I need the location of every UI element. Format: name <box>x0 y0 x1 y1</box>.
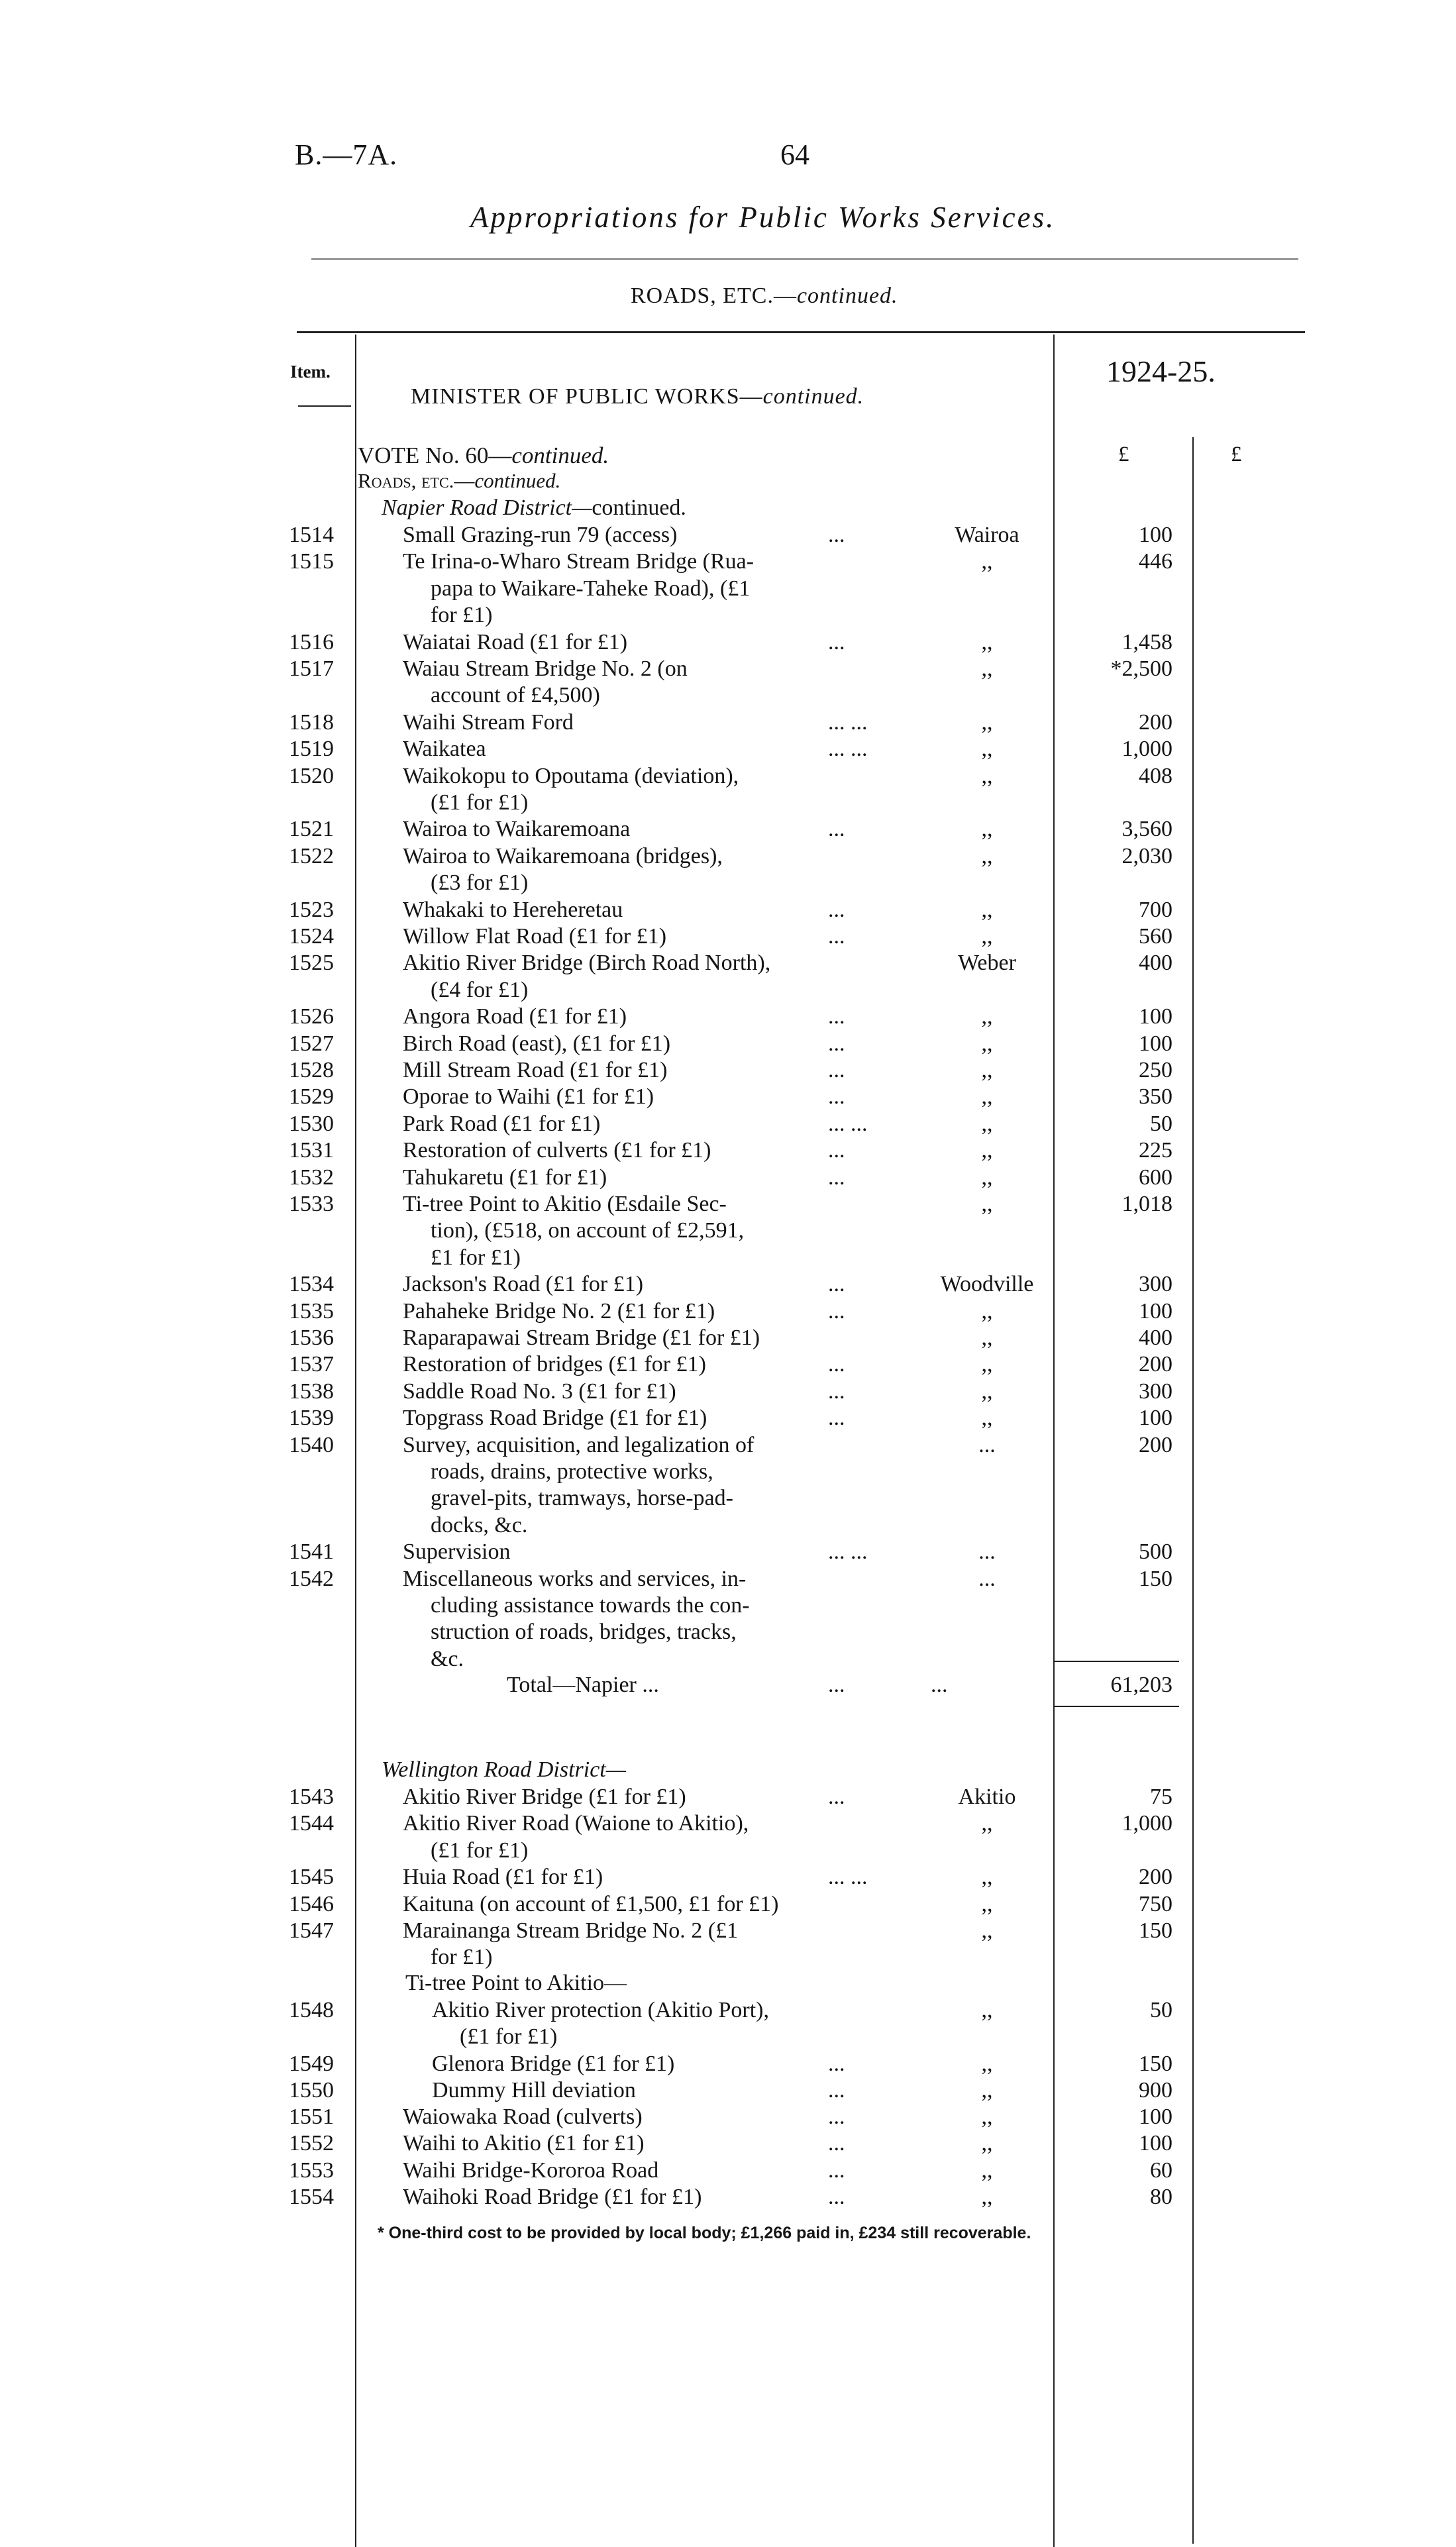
district-location: ,, <box>981 2105 993 2129</box>
item-description: Ti-tree Point to Akitio (Esdaile Sec- <box>403 1192 727 1216</box>
item-description-continued: (£1 for £1) <box>460 2024 558 2050</box>
item-description-continued: (£4 for £1) <box>431 977 529 1002</box>
napier-district-continued: continued. <box>592 495 686 520</box>
item-description: Supervision <box>403 1539 511 1565</box>
item-description: Angora Road (£1 for £1) <box>403 1004 627 1029</box>
amount: 500 <box>1139 1539 1172 1565</box>
item-number: 1525 <box>289 951 334 976</box>
document-reference: B.—7A. <box>295 138 398 171</box>
item-number: 1530 <box>289 1111 334 1136</box>
item-header-rule <box>298 405 351 407</box>
amount: 750 <box>1139 1891 1172 1916</box>
item-description: Waikokopu to Opoutama (deviation), <box>403 763 739 788</box>
amount: 200 <box>1139 1432 1172 1457</box>
item-description: Park Road (£1 for £1) <box>403 1111 601 1136</box>
leader-dots: ... <box>828 924 845 949</box>
district-location: ,, <box>981 2131 993 2156</box>
leader-dots: ... <box>828 2105 845 2129</box>
amount: 408 <box>1139 763 1172 788</box>
table-row <box>0 709 1456 736</box>
amount: 700 <box>1139 897 1172 922</box>
table-row <box>0 1918 1456 1970</box>
item-number: 1519 <box>289 737 334 762</box>
table-row <box>0 1997 1456 2050</box>
table-row <box>0 897 1456 923</box>
item-description-continued: struction of roads, bridges, tracks, <box>431 1620 737 1645</box>
leader-dots: ... <box>828 1165 845 1190</box>
district-location: ... <box>978 1432 996 1457</box>
leader-dots: ... <box>828 817 845 842</box>
amount: 50 <box>1150 1998 1172 2022</box>
ministry-heading-main: MINISTER OF PUBLIC WORKS— <box>411 384 763 409</box>
item-number: 1524 <box>289 924 334 949</box>
item-description-continued: for £1) <box>431 603 493 628</box>
district-location: ,, <box>981 1004 993 1029</box>
amount: 100 <box>1139 1298 1172 1324</box>
table-row <box>0 1298 1456 1325</box>
page-title: Appropriations for Public Works Services. <box>470 201 1056 234</box>
district-location: ,, <box>981 2051 993 2076</box>
district-location: ,, <box>981 1918 993 1943</box>
item-number: 1515 <box>289 549 334 574</box>
item-number: 1548 <box>289 1998 334 2022</box>
roads-heading-continued: continued. <box>474 469 561 492</box>
item-description: Kaituna (on account of £1,500, £1 for £1) <box>403 1891 779 1916</box>
vote-heading <box>358 442 609 469</box>
amount: 100 <box>1139 1004 1172 1029</box>
district-location: ... <box>978 1539 996 1565</box>
item-number: 1535 <box>289 1298 334 1324</box>
amount: 225 <box>1139 1138 1172 1163</box>
amount: 200 <box>1139 709 1172 735</box>
item-number: 1520 <box>289 763 334 788</box>
district-location: ,, <box>981 2157 993 2183</box>
district-location: ,, <box>981 549 993 574</box>
district-location: Weber <box>958 951 1016 976</box>
napier-total-label: Total—Napier ... <box>507 1673 659 1697</box>
item-description: Waiowaka Road (culverts) <box>403 2105 643 2129</box>
table-row <box>0 548 1456 628</box>
pound-sign-column-1: £ <box>1118 442 1129 466</box>
table-row <box>0 1378 1456 1405</box>
item-description: Waiau Stream Bridge No. 2 (on <box>403 656 688 681</box>
item-number: 1543 <box>289 1785 334 1809</box>
item-number: 1514 <box>289 523 334 547</box>
item-description: Akitio River protection (Akitio Port), <box>432 1998 769 2022</box>
item-number: 1521 <box>289 817 334 842</box>
item-description-continued: (£3 for £1) <box>431 870 529 896</box>
roads-heading <box>358 469 560 493</box>
leader-dots: ... ... <box>828 1539 868 1565</box>
district-location: ,, <box>981 2185 993 2210</box>
table-row <box>0 1539 1456 1565</box>
item-description: Oporae to Waihi (£1 for £1) <box>403 1084 654 1110</box>
item-number: 1517 <box>289 656 334 681</box>
district-location: ,, <box>981 1891 993 1916</box>
leader-dots: ... <box>828 2185 845 2210</box>
table-row <box>0 1432 1456 1537</box>
amount: 400 <box>1139 1325 1172 1350</box>
item-number: 1550 <box>289 2078 334 2103</box>
amount: 50 <box>1150 1111 1172 1136</box>
item-description: Survey, acquisition, and legalization of <box>403 1432 754 1457</box>
leader-dots: ... <box>828 897 845 922</box>
napier-district-name: Napier Road District— <box>382 495 592 520</box>
district-location: ,, <box>981 1378 993 1404</box>
district-location: ,, <box>981 1811 993 1836</box>
amount: 150 <box>1139 2051 1172 2076</box>
item-number: 1546 <box>289 1891 334 1916</box>
amount: 200 <box>1139 1865 1172 1890</box>
amount: 100 <box>1139 1406 1172 1431</box>
item-description: Waikatea <box>403 737 486 762</box>
district-location: ,, <box>981 897 993 922</box>
district-location: ,, <box>981 2078 993 2103</box>
leader-dots: ... ... <box>828 709 868 735</box>
amount: 300 <box>1139 1378 1172 1404</box>
item-description-continued: gravel-pits, tramways, horse-pad- <box>431 1486 733 1511</box>
item-description-continued: (£1 for £1) <box>431 790 529 815</box>
district-location: ,, <box>981 817 993 842</box>
table-row <box>0 1057 1456 1084</box>
item-description: Pahaheke Bridge No. 2 (£1 for £1) <box>403 1298 715 1324</box>
district-location: ,, <box>981 1165 993 1190</box>
item-description-continued: cluding assistance towards the con- <box>431 1592 750 1618</box>
table-row <box>0 816 1456 843</box>
item-description: Willow Flat Road (£1 for £1) <box>403 924 667 949</box>
leader-dots: ... ... <box>828 1865 868 1890</box>
amount: 60 <box>1150 2157 1172 2183</box>
leader-dots: ... <box>828 1378 845 1404</box>
table-row <box>0 1405 1456 1431</box>
district-location: ,, <box>981 1325 993 1350</box>
item-description: Waihoki Road Bridge (£1 for £1) <box>403 2185 702 2210</box>
district-location: ,, <box>981 1058 993 1082</box>
ministry-heading-continued: continued. <box>762 384 864 409</box>
leader-dots: ... <box>828 1058 845 1082</box>
amount: 2,030 <box>1121 843 1172 868</box>
item-number: 1538 <box>289 1378 334 1404</box>
leader-dots: ... <box>828 629 845 654</box>
amount: 560 <box>1139 924 1172 949</box>
item-description: Restoration of culverts (£1 for £1) <box>403 1138 711 1163</box>
table-row <box>0 2184 1456 2210</box>
item-number: 1553 <box>289 2157 334 2183</box>
table-row <box>0 522 1456 548</box>
leader-dots: ... ... <box>828 737 868 762</box>
table-row <box>0 923 1456 950</box>
item-description: Huia Road (£1 for £1) <box>403 1865 603 1890</box>
leader-dots: ... <box>828 1298 845 1324</box>
table-row <box>0 1864 1456 1891</box>
amount: 150 <box>1139 1918 1172 1943</box>
item-description-continued: papa to Waikare-Taheke Road), (£1 <box>431 576 751 601</box>
item-description: Te Irina-o-Wharo Stream Bridge (Rua- <box>403 549 754 574</box>
item-description-continued: £1 for £1) <box>431 1245 521 1270</box>
amount: 1,000 <box>1121 737 1172 762</box>
item-description: Jackson's Road (£1 for £1) <box>403 1272 644 1297</box>
amount: 200 <box>1139 1352 1172 1377</box>
amount: 400 <box>1139 951 1172 976</box>
amount: 100 <box>1139 2105 1172 2129</box>
table-row <box>0 763 1456 815</box>
item-description: Birch Road (east), (£1 for £1) <box>403 1031 671 1056</box>
district-location: Wairoa <box>955 523 1019 547</box>
total-bottom-rule <box>1053 1706 1179 1707</box>
amount: 100 <box>1139 2131 1172 2156</box>
table-row <box>0 2130 1456 2157</box>
leader-dots: ... <box>828 1272 845 1297</box>
napier-district-heading <box>382 495 686 521</box>
item-number: 1551 <box>289 2105 334 2129</box>
item-number: 1532 <box>289 1165 334 1190</box>
district-location: ,, <box>981 1998 993 2022</box>
section-heading <box>631 284 898 309</box>
item-description: Marainanga Stream Bridge No. 2 (£1 <box>403 1918 739 1943</box>
item-number: 1539 <box>289 1406 334 1431</box>
district-location: ,, <box>981 1865 993 1890</box>
item-number: 1528 <box>289 1058 334 1082</box>
leader-dots: ... ... <box>828 1111 868 1136</box>
item-number: 1549 <box>289 2051 334 2076</box>
item-description: Tahukaretu (£1 for £1) <box>403 1165 607 1190</box>
ministry-heading <box>411 384 864 409</box>
item-number: 1527 <box>289 1031 334 1056</box>
district-location: ,, <box>981 1138 993 1163</box>
leader-dots: ... <box>828 2051 845 2076</box>
table-row <box>0 1111 1456 1137</box>
amount: 250 <box>1139 1058 1172 1082</box>
item-description: Restoration of bridges (£1 for £1) <box>403 1352 706 1377</box>
district-location: ,, <box>981 709 993 735</box>
item-description-continued: account of £4,500) <box>431 683 600 708</box>
table-row <box>0 1784 1456 1810</box>
table-row <box>0 2077 1456 2104</box>
item-number: 1522 <box>289 843 334 868</box>
district-location: ,, <box>981 1084 993 1110</box>
table-row <box>0 1165 1456 1191</box>
district-location: ,, <box>981 629 993 654</box>
item-description: Akitio River Road (Waione to Akitio), <box>403 1811 749 1836</box>
table-row <box>0 1084 1456 1110</box>
item-description-continued: roads, drains, protective works, <box>431 1459 713 1484</box>
table-top-rule <box>297 331 1305 333</box>
item-description-continued: docks, &c. <box>431 1512 528 1537</box>
item-description-continued: for £1) <box>431 1945 493 1970</box>
amount: 3,560 <box>1121 817 1172 842</box>
leader-dots: ... <box>828 2078 845 2103</box>
amount: 150 <box>1139 1566 1172 1591</box>
item-description: Waiatai Road (£1 for £1) <box>403 629 628 654</box>
napier-total-location: ... <box>931 1673 948 1697</box>
district-location: ,, <box>981 843 993 868</box>
item-number: 1544 <box>289 1811 334 1836</box>
pound-sign-column-2: £ <box>1231 442 1242 466</box>
item-description-continued: (£1 for £1) <box>431 1838 529 1863</box>
item-description: Glenora Bridge (£1 for £1) <box>432 2051 675 2076</box>
table-row <box>0 1566 1456 1671</box>
table-row <box>0 629 1456 656</box>
district-location: ,, <box>981 737 993 762</box>
amount: 75 <box>1150 1785 1172 1809</box>
table-row <box>0 1004 1456 1030</box>
table-row <box>0 2157 1456 2184</box>
district-location: ,, <box>981 1192 993 1216</box>
leader-dots: ... <box>828 2157 845 2183</box>
item-number: 1516 <box>289 629 334 654</box>
item-description: Waihi to Akitio (£1 for £1) <box>403 2131 645 2156</box>
item-number: 1523 <box>289 897 334 922</box>
amount: 1,000 <box>1121 1811 1172 1836</box>
table-row <box>0 2104 1456 2130</box>
item-description: Topgrass Road Bridge (£1 for £1) <box>403 1406 707 1431</box>
titree-subheading: Ti-tree Point to Akitio— <box>405 1971 627 1995</box>
item-description: Dummy Hill deviation <box>432 2078 636 2103</box>
leader-dots: ... <box>828 523 845 547</box>
district-location: Woodville <box>940 1272 1034 1297</box>
item-description: Akitio River Bridge (Birch Road North), <box>403 951 771 976</box>
section-heading-continued: continued. <box>796 284 898 308</box>
item-description-continued: tion), (£518, on account of £2,591, <box>431 1218 745 1243</box>
item-column-header: Item. <box>290 362 331 382</box>
district-location: ,, <box>981 1298 993 1324</box>
leader-dots: ... <box>828 1785 845 1809</box>
amount: 600 <box>1139 1165 1172 1190</box>
table-row <box>0 1271 1456 1298</box>
leader-dots: ... <box>828 2131 845 2156</box>
table-row <box>0 1810 1456 1863</box>
item-number: 1554 <box>289 2185 334 2210</box>
amount: 100 <box>1139 1031 1172 1056</box>
table-row <box>0 1891 1456 1918</box>
table-row <box>0 950 1456 1002</box>
item-number: 1533 <box>289 1192 334 1216</box>
table-row <box>0 1031 1456 1057</box>
item-number: 1547 <box>289 1918 334 1943</box>
page-number: 64 <box>780 138 809 171</box>
item-description: Small Grazing-run 79 (access) <box>403 523 678 547</box>
item-number: 1545 <box>289 1865 334 1890</box>
item-description: Mill Stream Road (£1 for £1) <box>403 1058 668 1082</box>
item-number: 1542 <box>289 1566 334 1591</box>
section-heading-main: ROADS, ETC.— <box>631 284 797 308</box>
item-description: Akitio River Bridge (£1 for £1) <box>403 1785 686 1809</box>
leader-dots: ... <box>828 1406 845 1431</box>
vote-heading-continued: continued. <box>511 442 609 468</box>
table-row <box>0 656 1456 708</box>
amount: 80 <box>1150 2185 1172 2210</box>
footnote: * One-third cost to be provided by local body; £1,266 paid in, £234 still recoverable. <box>378 2224 1031 2242</box>
wellington-district-heading: Wellington Road District— <box>382 1757 626 1782</box>
leader-dots: ... <box>828 1004 845 1029</box>
item-description: Wairoa to Waikaremoana <box>403 817 631 842</box>
item-description: Waihi Bridge-Kororoa Road <box>403 2157 659 2183</box>
amount: 100 <box>1139 523 1172 547</box>
item-number: 1541 <box>289 1539 334 1565</box>
item-description: Waihi Stream Ford <box>403 709 574 735</box>
table-row <box>0 2051 1456 2077</box>
roads-heading-main: Roads, etc.— <box>358 469 475 492</box>
item-number: 1526 <box>289 1004 334 1029</box>
district-location: ... <box>978 1566 996 1591</box>
amount: 300 <box>1139 1272 1172 1297</box>
district-location: ,, <box>981 1406 993 1431</box>
amount: 1,018 <box>1121 1192 1172 1216</box>
district-location: ,, <box>981 656 993 681</box>
leader-dots: ... <box>828 1352 845 1377</box>
header-rule <box>311 258 1298 260</box>
item-description: Wairoa to Waikaremoana (bridges), <box>403 843 723 868</box>
amount: 1,458 <box>1121 629 1172 654</box>
district-location: ,, <box>981 1352 993 1377</box>
district-location: ,, <box>981 924 993 949</box>
item-number: 1531 <box>289 1138 334 1163</box>
district-location: ,, <box>981 763 993 788</box>
amount: 350 <box>1139 1084 1172 1110</box>
item-number: 1534 <box>289 1272 334 1297</box>
item-description: Whakaki to Hereheretau <box>403 897 623 922</box>
vote-heading-main: VOTE No. 60— <box>358 442 512 468</box>
table-row <box>0 843 1456 896</box>
district-location: ,, <box>981 1111 993 1136</box>
napier-total-dots: ... <box>828 1673 845 1697</box>
table-row <box>0 1191 1456 1270</box>
district-location: Akitio <box>958 1785 1016 1809</box>
table-row <box>0 1351 1456 1378</box>
item-number: 1540 <box>289 1432 334 1457</box>
amount: 900 <box>1139 2078 1172 2103</box>
item-description-continued: &c. <box>431 1646 464 1671</box>
table-row <box>0 1325 1456 1351</box>
item-number: 1552 <box>289 2131 334 2156</box>
item-number: 1529 <box>289 1084 334 1110</box>
item-description: Saddle Road No. 3 (£1 for £1) <box>403 1378 676 1404</box>
total-top-rule <box>1053 1661 1179 1662</box>
item-description: Raparapawai Stream Bridge (£1 for £1) <box>403 1325 760 1350</box>
year-column-header: 1924-25. <box>1106 354 1216 388</box>
amount: *2,500 <box>1110 656 1172 681</box>
napier-total-amount: 61,203 <box>1110 1673 1172 1697</box>
district-location: ,, <box>981 1031 993 1056</box>
leader-dots: ... <box>828 1031 845 1056</box>
amount: 446 <box>1139 549 1172 574</box>
item-number: 1537 <box>289 1352 334 1377</box>
item-number: 1536 <box>289 1325 334 1350</box>
leader-dots: ... <box>828 1084 845 1110</box>
table-row <box>0 736 1456 762</box>
table-row <box>0 1137 1456 1164</box>
item-description: Miscellaneous works and services, in- <box>403 1566 747 1591</box>
leader-dots: ... <box>828 1138 845 1163</box>
item-number: 1518 <box>289 709 334 735</box>
